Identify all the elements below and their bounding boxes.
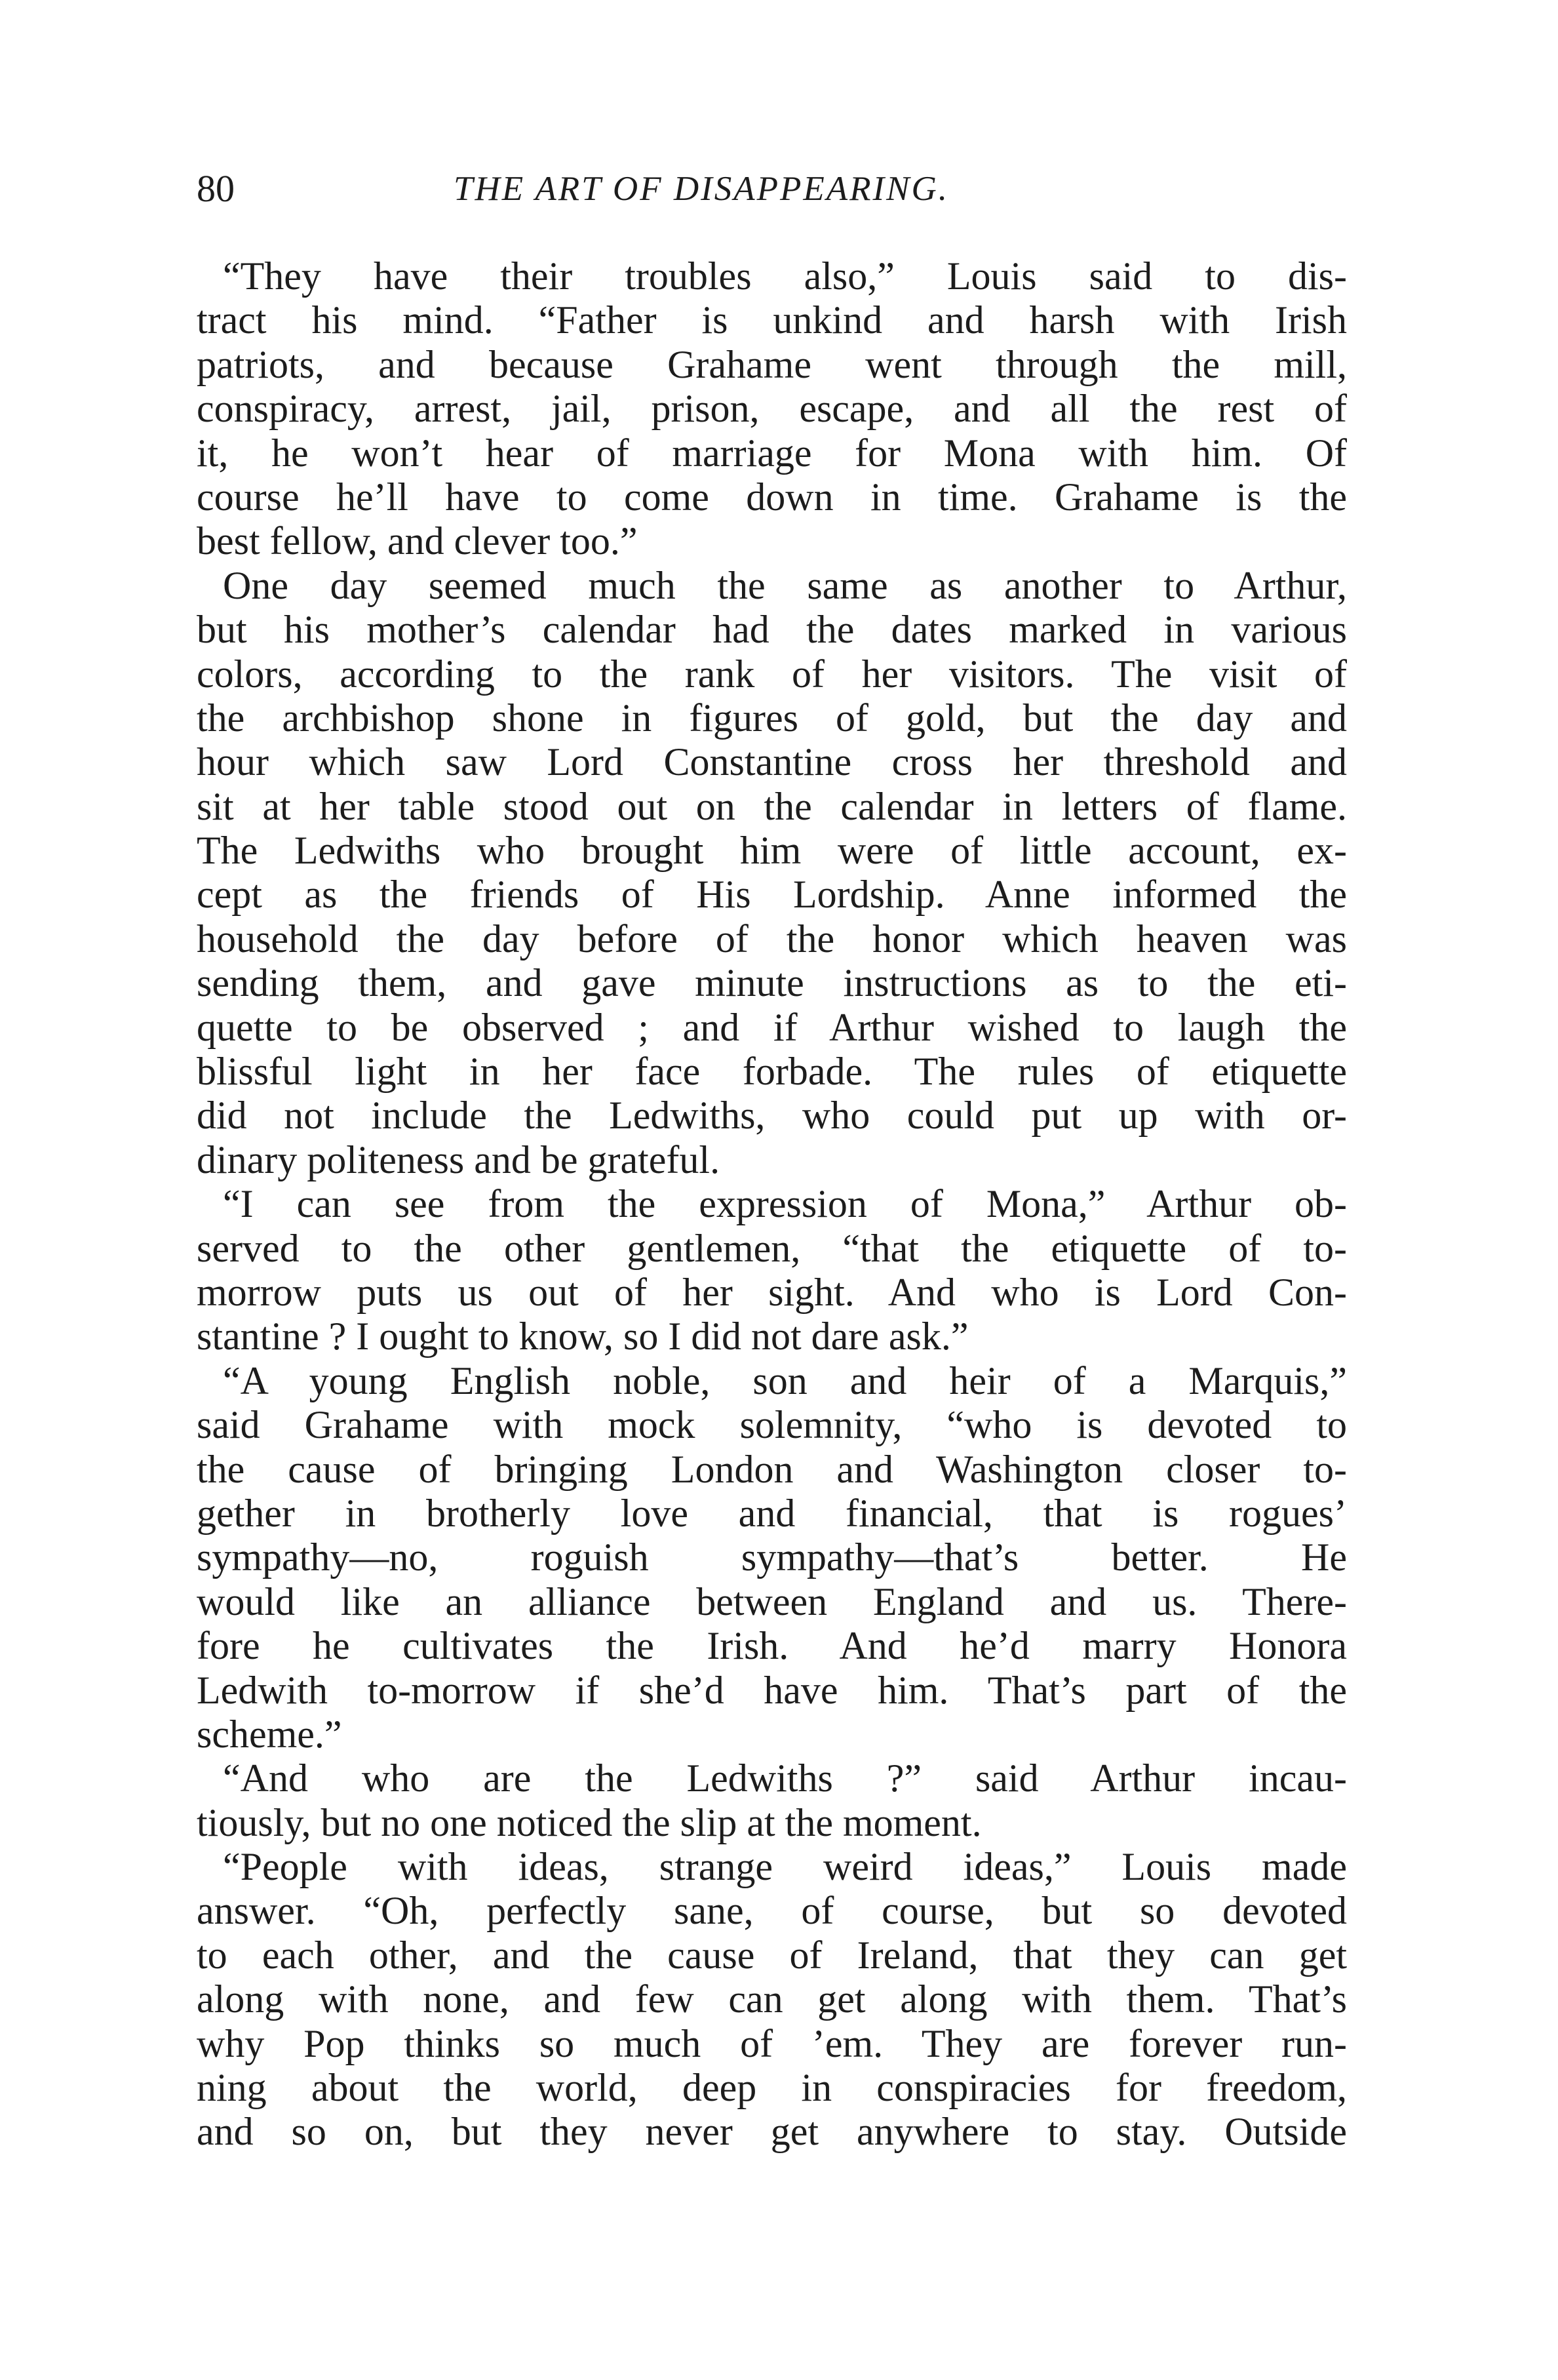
text-line: sending them, and gave minute instructions as to the eti- <box>197 961 1347 1005</box>
text-line: cept as the friends of His Lordship. Anne informed the <box>197 873 1347 917</box>
text-line: it, he won’t hear of marriage for Mona with him. Of <box>197 431 1347 475</box>
text-line: “And who are the Ledwiths ?” said Arthur incau- <box>223 1756 1347 1800</box>
text-line: and so on, but they never get anywhere to stay. Outside <box>197 2110 1347 2154</box>
text-line: but his mother’s calendar had the dates marked in various <box>197 608 1347 652</box>
text-line: did not include the Ledwiths, who could put up with or- <box>197 1094 1347 1138</box>
running-title: THE ART OF DISAPPEARING. <box>454 170 950 208</box>
text-line: morrow puts us out of her sight. And who is Lord Con- <box>197 1270 1347 1314</box>
page-header <box>197 163 1347 215</box>
text-line: conspiracy, arrest, jail, prison, escape, and all the rest of <box>197 387 1347 431</box>
text-line: The Ledwiths who brought him were of little account, ex- <box>197 829 1347 873</box>
text-line: served to the other gentlemen, “that the etiquette of to- <box>197 1226 1347 1270</box>
text-line: patriots, and because Grahame went through the mill, <box>197 342 1347 386</box>
text-line: One day seemed much the same as another to Arthur, <box>223 563 1347 607</box>
text-line: course he’ll have to come down in time. Grahame is the <box>197 475 1347 519</box>
text-line: sympathy—no, roguish sympathy—that’s better. He <box>197 1536 1347 1579</box>
text-line: answer. “Oh, perfectly sane, of course, but so devoted <box>197 1889 1347 1933</box>
text-line: colors, according to the rank of her visitors. The visit of <box>197 652 1347 696</box>
text-line: scheme.” <box>197 1712 342 1756</box>
text-line: why Pop thinks so much of ’em. They are forever run- <box>197 2021 1347 2065</box>
text-line: “They have their troubles also,” Louis said to dis- <box>223 254 1347 298</box>
body-text <box>197 254 1347 2154</box>
text-line: said Grahame with mock solemnity, “who is devoted to <box>197 1403 1347 1447</box>
text-line: stantine ? I ought to know, so I did not dare ask.” <box>197 1315 969 1359</box>
text-line: to each other, and the cause of Ireland, that they can get <box>197 1933 1347 1977</box>
text-line: the cause of bringing London and Washington closer to- <box>197 1447 1347 1491</box>
text-line: fore he cultivates the Irish. And he’d marry Honora <box>197 1624 1347 1668</box>
text-line: “A young English noble, son and heir of a Marquis,” <box>223 1359 1347 1402</box>
text-line: hour which saw Lord Constantine cross her threshold and <box>197 740 1347 784</box>
text-line: Ledwith to-morrow if she’d have him. That’s part of the <box>197 1668 1347 1712</box>
text-line: the archbishop shone in figures of gold, but the day and <box>197 696 1347 740</box>
text-line: would like an alliance between England and us. There- <box>197 1579 1347 1623</box>
text-line: “I can see from the expression of Mona,” Arthur ob- <box>223 1182 1347 1226</box>
text-line: ning about the world, deep in conspiracies for freedom, <box>197 2066 1347 2110</box>
text-line: household the day before of the honor which heaven was <box>197 917 1347 961</box>
text-line: sit at her table stood out on the calendar in letters of flame. <box>197 784 1347 828</box>
text-line: quette to be observed ; and if Arthur wished to laugh the <box>197 1005 1347 1049</box>
page-number: 80 <box>197 167 235 210</box>
text-line: tract his mind. “Father is unkind and harsh with Irish <box>197 298 1347 342</box>
text-line: along with none, and few can get along with them. That’s <box>197 1977 1347 2021</box>
text-line: blissful light in her face forbade. The rules of etiquette <box>197 1050 1347 1094</box>
text-line: tiously, but no one noticed the slip at the moment. <box>197 1800 982 1844</box>
text-line: best fellow, and clever too.” <box>197 519 638 563</box>
text-line: dinary politeness and be grateful. <box>197 1138 720 1181</box>
text-line: “People with ideas, strange weird ideas,” Louis made <box>223 1845 1347 1889</box>
text-line: gether in brotherly love and financial, that is rogues’ <box>197 1491 1347 1535</box>
